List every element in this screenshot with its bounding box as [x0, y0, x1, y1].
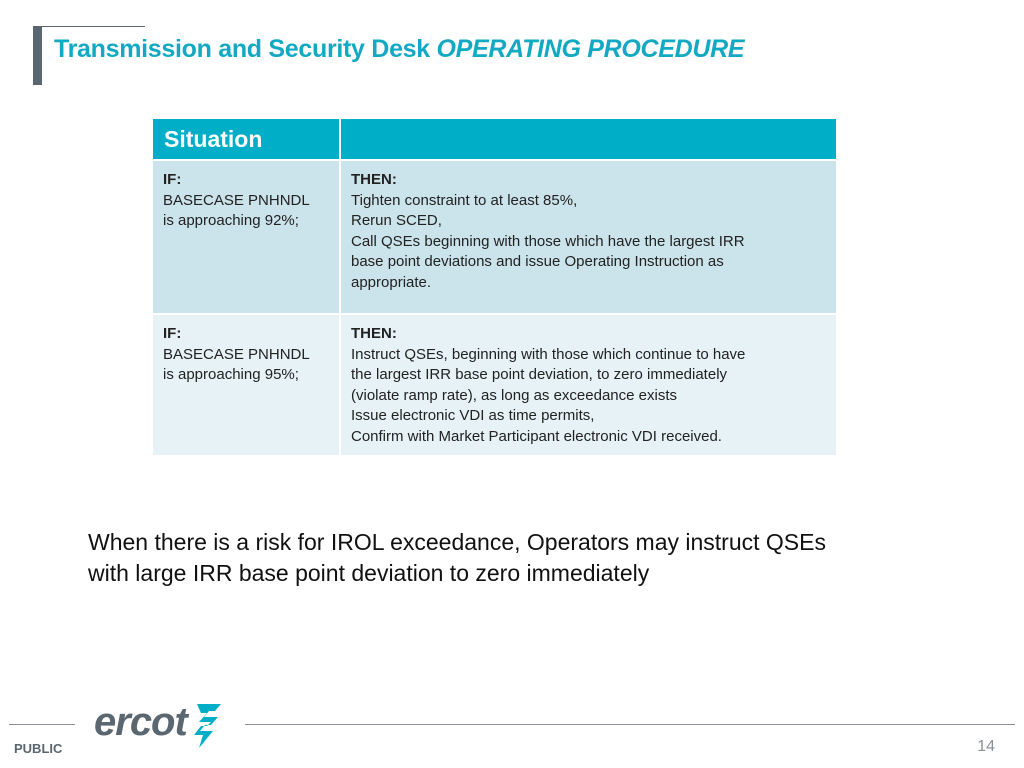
then-line: Call QSEs beginning with those which have the largest IRR	[351, 232, 745, 250]
procedure-table	[153, 119, 836, 457]
then-label: THEN:	[351, 171, 397, 188]
title-accent-bar	[33, 26, 42, 85]
then-line: Tighten constraint to at least 85%,	[351, 191, 578, 209]
column-header-action	[340, 119, 836, 160]
then-line: Rerun SCED,	[351, 212, 442, 229]
logo-wordmark: ercot	[94, 700, 187, 744]
then-line: (violate ramp rate), as long as exceedance exists	[351, 386, 677, 404]
then-line: Issue electronic VDI as time permits,	[351, 407, 595, 424]
if-line: BASECASE PNHNDL	[163, 191, 310, 209]
lightning-bolt-icon	[191, 702, 225, 750]
then-line: base point deviations and issue Operating Instruction as	[351, 253, 724, 270]
then-cell	[340, 160, 836, 314]
summary-note	[88, 527, 948, 589]
page-title-emphasis: OPERATING PROCEDURE	[436, 35, 745, 63]
table-row	[153, 314, 836, 456]
if-line: is approaching 95%;	[163, 366, 299, 383]
classification-label: PUBLIC	[14, 741, 63, 756]
then-line: Confirm with Market Participant electronic VDI received.	[351, 427, 722, 445]
if-label: IF:	[163, 171, 182, 188]
summary-note-line: When there is a risk for IROL exceedance, Operators may instruct QSEs	[88, 529, 826, 555]
table-row	[153, 160, 836, 314]
then-cell	[340, 314, 836, 456]
then-line: appropriate.	[351, 273, 432, 291]
ercot-logo	[94, 700, 229, 752]
then-line: Instruct QSEs, beginning with those which continue to have	[351, 345, 746, 363]
if-line: is approaching 92%;	[163, 212, 299, 229]
footer-divider-right	[245, 724, 1015, 725]
table-header-row	[153, 119, 836, 160]
then-line: the largest IRR base point deviation, to zero immediately	[351, 366, 728, 383]
then-label: THEN:	[351, 325, 397, 342]
title-accent-line	[42, 26, 145, 27]
if-line: BASECASE PNHNDL	[163, 345, 310, 363]
page-title-main: Transmission and Security Desk	[54, 35, 437, 63]
if-cell	[153, 160, 340, 314]
footer-divider-left	[9, 724, 75, 725]
page-number: 14	[977, 738, 995, 755]
column-header-situation: Situation	[153, 119, 340, 160]
summary-note-line: with large IRR base point deviation to zero immediately	[88, 560, 650, 586]
if-cell	[153, 314, 340, 456]
if-label: IF:	[163, 325, 182, 342]
page-title	[54, 35, 744, 64]
